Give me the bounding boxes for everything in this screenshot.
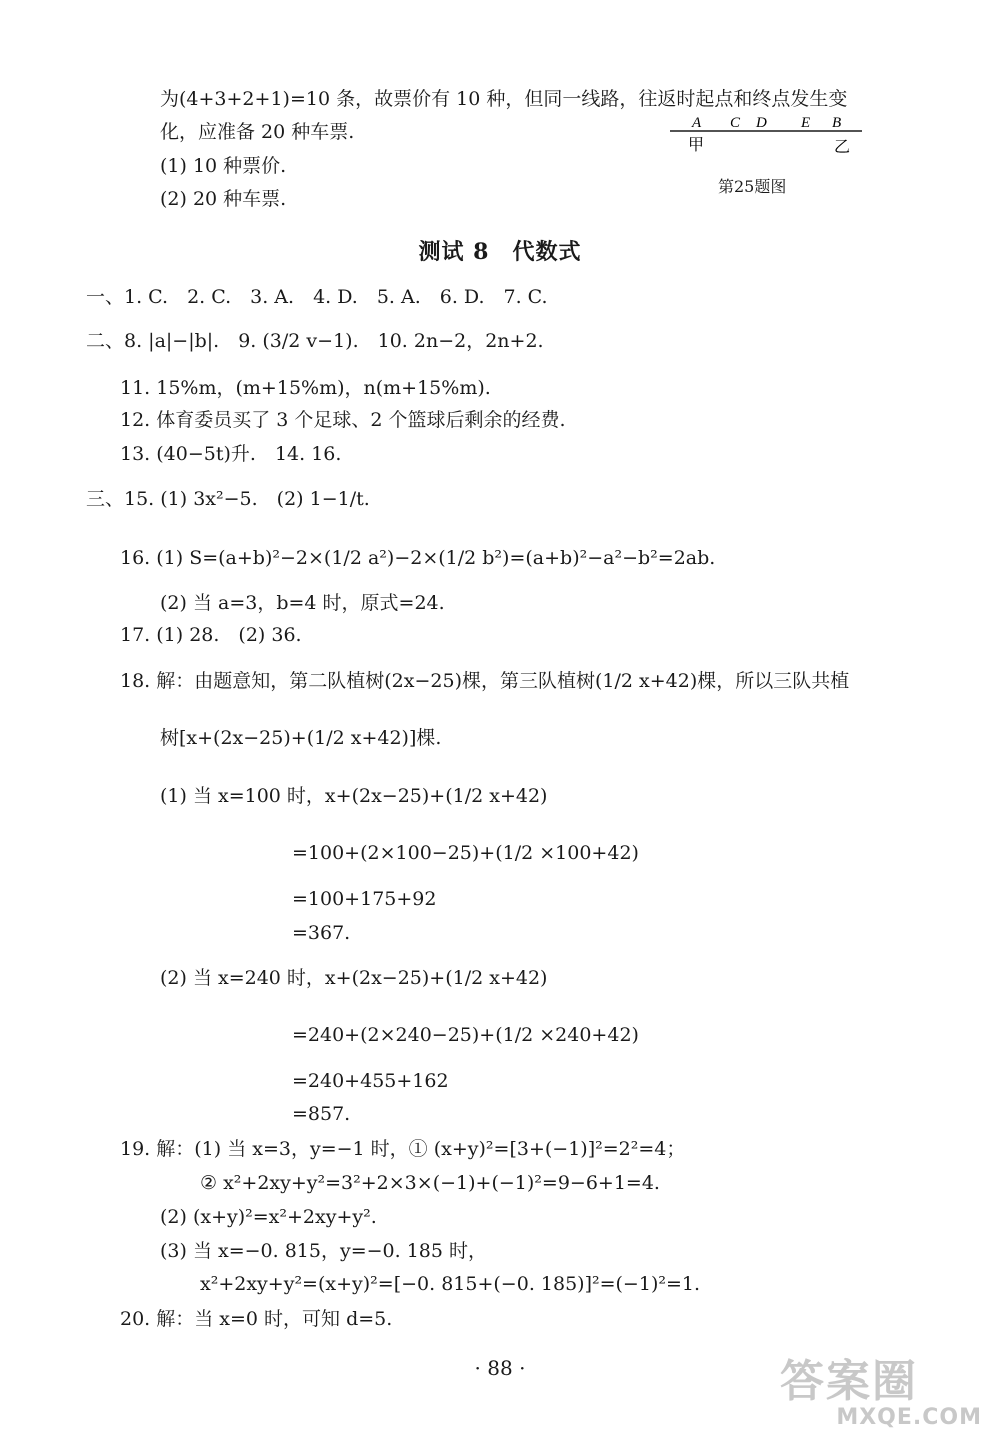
answer-line: 19. 解：(1) 当 x=3，y=−1 时，① (x+y)²=[3+(−1)]²=2²=4； [120, 1138, 686, 1160]
answer-line: (2) 当 x=240 时，x+(2x−25)+(1/2 x+42) [160, 967, 548, 989]
answer-line: 树[x+(2x−25)+(1/2 x+42)]棵. [160, 727, 442, 749]
watermark-logo [780, 1358, 990, 1438]
answer-line: 13. (40−5t)升. 14. 16. [120, 443, 342, 465]
answer-line: 三、15. (1) 3x²−5. (2) 1−1/t. [86, 488, 370, 510]
answer-line: =857. [292, 1103, 351, 1125]
answer-line: (2) 当 a=3，b=4 时，原式=24. [160, 592, 445, 614]
answer-line: 20. 解：当 x=0 时，可知 d=5. [120, 1308, 393, 1330]
answer-line: 11. 15%m，(m+15%m)，n(m+15%m). [120, 377, 491, 399]
answer-line: ② x²+2xy+y²=3²+2×3×(−1)+(−1)²=9−6+1=4. [200, 1172, 660, 1194]
figure-caption: 第25题图 [718, 177, 787, 196]
text-line: 化，应准备 20 种车票. [160, 121, 355, 143]
point-label-e: E [801, 115, 811, 131]
answer-line: (2) (x+y)²=x²+2xy+y². [160, 1206, 377, 1228]
text-line: (1) 10 种票价. [160, 155, 287, 177]
line-segment-diagram [668, 114, 864, 158]
point-label-b: B [832, 115, 842, 131]
answer-line: =240+455+162 [292, 1070, 449, 1092]
answer-line: 18. 解：由题意知，第二队植树(2x−25)棵，第三队植树(1/2 x+42)棵，所以三队共植 [120, 670, 850, 692]
end-label-right: 乙 [834, 137, 851, 156]
answer-line: =240+(2×240−25)+(1/2 ×240+42) [292, 1024, 639, 1046]
end-label-left: 甲 [688, 135, 705, 154]
answer-line: 17. (1) 28. (2) 36. [120, 624, 302, 646]
point-label-a: A [692, 115, 702, 131]
text-line: (2) 20 种车票. [160, 188, 287, 210]
answer-line: 16. (1) S=(a+b)²−2×(1/2 a²)−2×(1/2 b²)=(a+b)²−a²−b²=2ab. [120, 547, 716, 569]
answer-line: 二、8. |a|−|b|. 9. (3/2 v−1). 10. 2n−2，2n+2. [86, 330, 544, 352]
watermark-bottom: MXQE.COM [836, 1405, 982, 1430]
answer-line: =367. [292, 922, 351, 944]
answer-line: (3) 当 x=−0. 815，y=−0. 185 时， [160, 1240, 488, 1262]
page-number: · 88 · [474, 1356, 526, 1380]
text-line: 为(4+3+2+1)=10 条，故票价有 10 种，但同一线路，往返时起点和终点发生变 [160, 88, 848, 110]
answer-line: (1) 当 x=100 时，x+(2x−25)+(1/2 x+42) [160, 785, 548, 807]
answer-line: 12. 体育委员买了 3 个足球、2 个篮球后剩余的经费. [120, 409, 566, 431]
section-title: 测试 8 代数式 [418, 239, 582, 265]
answer-line: 一、1. C. 2. C. 3. A. 4. D. 5. A. 6. D. 7. C. [86, 286, 548, 308]
answer-line: x²+2xy+y²=(x+y)²=[−0. 815+(−0. 185)]²=(−1)²=1. [200, 1273, 701, 1295]
point-label-d: D [756, 115, 767, 131]
answer-line: =100+(2×100−25)+(1/2 ×100+42) [292, 842, 639, 864]
watermark-top: 答案圈 [780, 1356, 918, 1407]
answer-line: =100+175+92 [292, 888, 437, 910]
point-label-c: C [730, 115, 741, 131]
